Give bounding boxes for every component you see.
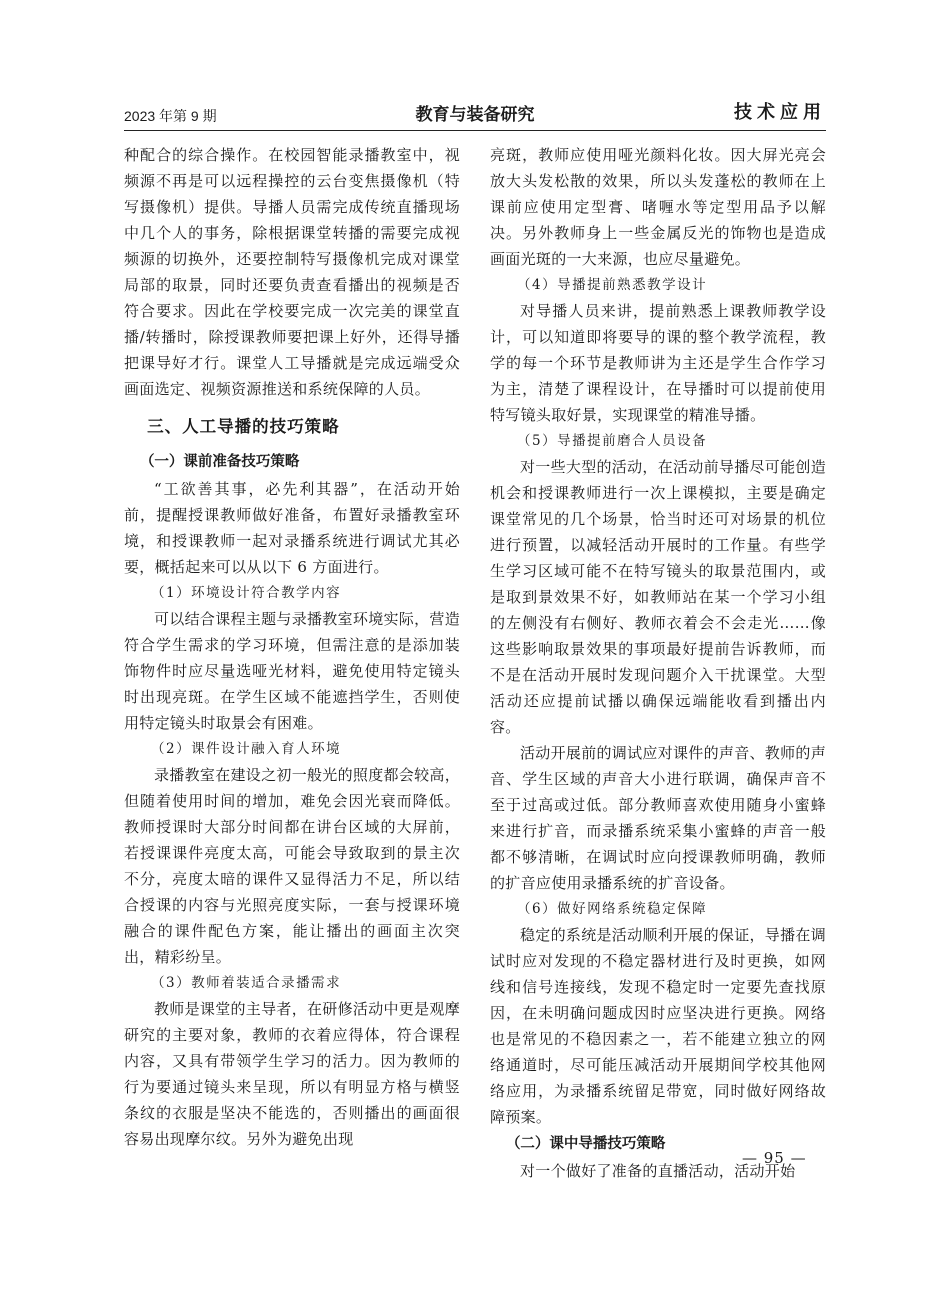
paragraph: 教师是课堂的主导者，在研修活动中更是观摩研究的主要对象，教师的衣着应得体，符合课程内容，又具有带领学生学习的活力。因为教师的行为要通过镜头来呈现，所以有明显方格与横竖条纹的衣服是坚决不能选的，否则播出的画面很容易出现摩尔纹。另外为避免出现: [124, 1000, 461, 1148]
item-heading: （5）导播提前磨合人员设备: [517, 433, 708, 449]
section-label: 技术应用: [734, 102, 826, 123]
paragraph: 对一些大型的活动，在活动前导播尽可能创造机会和授课教师进行一次上课模拟，主要是确定课堂常见的几个场景，恰当时还可对场景的机位进行预置，以减轻活动开展时的工作量。有些学生学习区域可能不在特写镜头的取景范围内，或是取到景效果不好，如教师站在某一个学习小组的左侧没有右侧好、教师衣着会不会走光……像这些影响取景效果的事项最好提前告诉教师，而不是在活动开展时发现问题介入干扰课堂。大型活动还应提前试播以确保远端能收看到播出内容。: [490, 458, 827, 736]
issue-label: 2023 年第 9 期: [124, 108, 217, 124]
paragraph: “工欲善其事，必先利其器”，在活动开始前，提醒授课教师做好准备，布置好录播教室环境，和授课教师一起对录播系统进行调试尤其必要，概括起来可以从以下 6 方面进行。: [124, 480, 460, 576]
left-column: [124, 142, 460, 1152]
right-column: [490, 142, 826, 1184]
header-rule: [124, 130, 826, 131]
paragraph: 可以结合课程主题与录播教室环境实际，营造符合学生需求的学习环境，但需注意的是添加装饰物件时应尽量选哑光材料，避免使用特定镜头时出现亮斑。在学生区域不能遮挡学生，否则使用特定镜头时取景会有困难。: [124, 610, 461, 732]
paragraph: 稳定的系统是活动顺利开展的保证，导播在调试时应对发现的不稳定器材进行及时更换，如网线和信号连接线，发现不稳定时一定要先查找原因，在未明确问题成因时应坚决进行更换。网络也是常见的不稳因素之一，若不能建立独立的网络通道时，尽可能压减活动开展期间学校其他网络应用，为录播系统留足带宽，同时做好网络故障预案。: [490, 926, 827, 1126]
paragraph: 录播教室在建设之初一般光的照度都会较高，但随着使用时间的增加，难免会因光衰而降低。教师授课时大部分时间都在讲台区域的大屏前，若授课课件亮度太高，可能会导致取到的景主次不分，亮度太暗的课件又显得活力不足，所以结合授课的内容与光照亮度实际，一套与授课环境融合的课件配色方案，能让播出的画面主次突出，精彩纷呈。: [124, 766, 461, 966]
item-heading: （2）课件设计融入育人环境: [151, 741, 342, 757]
item-heading: （1）环境设计符合教学内容: [151, 585, 342, 601]
item-heading: （3）教师着装适合录播需求: [151, 975, 342, 991]
page-number: — 95 —: [742, 1149, 807, 1167]
journal-title: 教育与装备研究: [415, 105, 535, 125]
subsection-heading: （二）课中导播技巧策略: [505, 1136, 666, 1152]
subsection-heading: （一）课前准备技巧策略: [139, 454, 300, 470]
section-heading: 三、人工导播的技巧策略: [147, 417, 340, 436]
paragraph: 种配合的综合操作。在校园智能录播教室中，视频源不再是可以远程操控的云台变焦摄像机（特写摄像机）提供。导播人员需完成传统直播现场中几个人的事务，除根据课堂转播的需要完成视频源的切换外，还要控制特写摄像机完成对课堂局部的取景，同时还要负责查看播出的视频是否符合要求。因此在学校要完成一次完美的课堂直播/转播时，除授课教师要把课上好外，还得导播把课导好才行。课堂人工导播就是完成远端受众画面选定、视频资源推送和系统保障的人员。: [124, 146, 460, 398]
item-heading: （6）做好网络系统稳定保障: [517, 901, 708, 917]
paragraph: 对导播人员来讲，提前熟悉上课教师教学设计，可以知道即将要导的课的整个教学流程，教学的每一个环节是教师讲为主还是学生合作学习为主，清楚了课程设计，在导播时可以提前使用特写镜头取好景，实现课堂的精准导播。: [490, 302, 826, 424]
page-header: [124, 96, 826, 130]
paragraph: 活动开展前的调试应对课件的声音、教师的声音、学生区域的声音大小进行联调，确保声音不至于过高或过低。部分教师喜欢使用随身小蜜蜂来进行扩音，而录播系统采集小蜜蜂的声音一般都不够清晰，在调试时应向授课教师明确，教师的扩音应使用录播系统的扩音设备。: [490, 744, 827, 892]
paragraph: 对一个做好了准备的直播活动，活动开始: [520, 1162, 796, 1180]
item-heading: （4）导播提前熟悉教学设计: [517, 277, 708, 293]
paragraph: 亮斑，教师应使用哑光颜料化妆。因大屏光亮会放大头发松散的效果，所以头发蓬松的教师在上课前应使用定型膏、啫喱水等定型用品予以解决。另外教师身上一些金属反光的饰物也是造成画面光斑的一大来源，也应尽量避免。: [490, 146, 826, 268]
